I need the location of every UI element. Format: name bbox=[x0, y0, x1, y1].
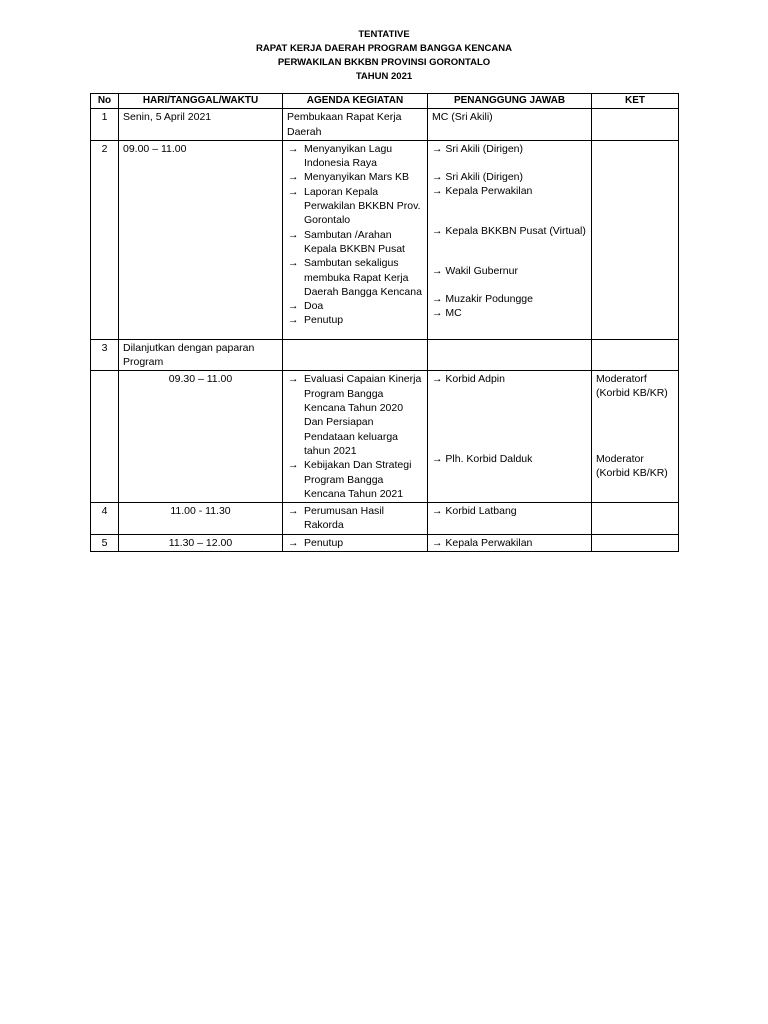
arrow-icon: → bbox=[432, 306, 443, 319]
ket-note: (Korbid KB/KR) bbox=[596, 387, 668, 400]
pj-item: → Korbid Adpin bbox=[432, 373, 505, 386]
agenda-item: → Kebijakan Dan Strategi Program Bangga Kencana Tahun 2021 bbox=[288, 459, 412, 500]
ket-note: (Korbid KB/KR) bbox=[596, 467, 668, 480]
table-row bbox=[91, 534, 679, 551]
row-no: 3 bbox=[91, 339, 119, 371]
arrow-icon: → bbox=[288, 171, 299, 184]
pj-item: → Sri Akili (Dirigen) bbox=[432, 142, 524, 155]
col-header-no: No bbox=[91, 94, 119, 109]
schedule-table bbox=[90, 93, 679, 552]
row-agenda bbox=[283, 371, 428, 503]
agenda-item: → Doa bbox=[288, 300, 324, 313]
pj-item: → Sri Akili (Dirigen) bbox=[432, 170, 524, 183]
ket-note: Moderatorf bbox=[596, 373, 647, 386]
pj-item: → Kepala Perwakilan bbox=[432, 184, 533, 197]
pj-item: → Kepala BKKBN Pusat (Virtual) bbox=[432, 224, 586, 237]
row-no bbox=[91, 371, 119, 503]
arrow-icon: → bbox=[432, 536, 443, 549]
row-agenda: Pembukaan Rapat Kerja Daerah bbox=[283, 109, 428, 141]
table-row bbox=[91, 109, 679, 141]
agenda-item: → Perumusan Hasil Rakorda bbox=[288, 505, 384, 532]
pj-item: → Wakil Gubernur bbox=[432, 264, 518, 277]
row-no: 2 bbox=[91, 140, 119, 339]
agenda-item: → Penutup bbox=[288, 536, 344, 549]
col-header-ket: KET bbox=[592, 94, 679, 109]
arrow-icon: → bbox=[432, 264, 443, 277]
agenda-list bbox=[287, 536, 423, 550]
table-header-row bbox=[91, 94, 679, 109]
row-pj: → Kepala Perwakilan bbox=[428, 534, 592, 551]
arrow-icon: → bbox=[288, 300, 299, 313]
row-agenda bbox=[283, 534, 428, 551]
row-waktu: 09.00 – 11.00 bbox=[119, 140, 283, 339]
arrow-icon: → bbox=[288, 257, 299, 270]
arrow-icon: → bbox=[432, 505, 443, 518]
table-row bbox=[91, 339, 679, 371]
agenda-item: → Penutup bbox=[288, 314, 344, 327]
row-pj: MC (Sri Akili) bbox=[428, 109, 592, 141]
row-pj bbox=[428, 140, 592, 339]
row-ket bbox=[592, 140, 679, 339]
agenda-item: → Sambutan sekaligus membuka Rapat Kerja Daerah Bangga Kencana bbox=[288, 257, 422, 298]
pj-item: → Muzakir Podungge bbox=[432, 292, 533, 305]
agenda-list bbox=[287, 504, 423, 533]
row-ket bbox=[592, 339, 679, 371]
row-waktu: Senin, 5 April 2021 bbox=[119, 109, 283, 141]
col-header-agenda: AGENDA KEGIATAN bbox=[283, 94, 428, 109]
row-waktu: Dilanjutkan dengan paparan Program bbox=[119, 339, 283, 371]
arrow-icon: → bbox=[288, 142, 299, 155]
arrow-icon: → bbox=[288, 314, 299, 327]
row-ket bbox=[592, 534, 679, 551]
col-header-waktu: HARI/TANGGAL/WAKTU bbox=[119, 94, 283, 109]
col-header-pj: PENANGGUNG JAWAB bbox=[428, 94, 592, 109]
row-pj bbox=[428, 339, 592, 371]
arrow-icon: → bbox=[288, 185, 299, 198]
ket-note: Moderator bbox=[596, 453, 644, 466]
arrow-icon: → bbox=[432, 453, 443, 466]
row-waktu: 11.00 - 11.30 bbox=[119, 503, 283, 535]
row-ket bbox=[592, 109, 679, 141]
row-waktu: 11.30 – 12.00 bbox=[119, 534, 283, 551]
table-row bbox=[91, 371, 679, 503]
table-row bbox=[91, 140, 679, 339]
arrow-icon: → bbox=[432, 184, 443, 197]
arrow-icon: → bbox=[288, 228, 299, 241]
row-pj bbox=[428, 371, 592, 503]
arrow-icon: → bbox=[432, 292, 443, 305]
agenda-item: → Evaluasi Capaian Kinerja Program Bangga Kencana Tahun 2020 Dan Persiapan Pendataan keluarga tahun 2021 bbox=[288, 373, 422, 457]
row-agenda bbox=[283, 503, 428, 535]
agenda-list bbox=[287, 372, 423, 501]
arrow-icon: → bbox=[288, 536, 299, 549]
arrow-icon: → bbox=[288, 505, 299, 518]
row-agenda bbox=[283, 339, 428, 371]
agenda-list bbox=[287, 142, 423, 328]
arrow-icon: → bbox=[432, 142, 443, 155]
agenda-item: → Menyanyikan Mars KB bbox=[288, 171, 410, 184]
doc-subtitle-event: RAPAT KERJA DAERAH PROGRAM BANGGA KENCANA bbox=[256, 43, 512, 54]
row-no: 1 bbox=[91, 109, 119, 141]
row-no: 5 bbox=[91, 534, 119, 551]
agenda-item: → Laporan Kepala Perwakilan BKKBN Prov. Gorontalo bbox=[288, 185, 421, 227]
row-ket bbox=[592, 371, 679, 503]
arrow-icon: → bbox=[432, 170, 443, 183]
doc-title: TENTATIVE bbox=[358, 29, 410, 40]
row-waktu: 09.30 – 11.00 bbox=[119, 371, 283, 503]
row-agenda bbox=[283, 140, 428, 339]
row-pj: → Korbid Latbang bbox=[428, 503, 592, 535]
doc-subtitle-year: TAHUN 2021 bbox=[355, 71, 413, 82]
document-header bbox=[0, 28, 768, 84]
arrow-icon: → bbox=[288, 459, 299, 472]
agenda-item: → Menyanyikan Lagu Indonesia Raya bbox=[288, 142, 393, 170]
row-no: 4 bbox=[91, 503, 119, 535]
pj-item: → Plh. Korbid Dalduk bbox=[432, 453, 533, 466]
arrow-icon: → bbox=[432, 224, 443, 237]
pj-item: → MC bbox=[432, 306, 462, 319]
arrow-icon: → bbox=[432, 373, 443, 386]
arrow-icon: → bbox=[288, 373, 299, 386]
row-ket bbox=[592, 503, 679, 535]
table-row bbox=[91, 503, 679, 535]
doc-subtitle-org: PERWAKILAN BKKBN PROVINSI GORONTALO bbox=[277, 57, 491, 68]
agenda-item: → Sambutan /Arahan Kepala BKKBN Pusat bbox=[288, 228, 405, 255]
